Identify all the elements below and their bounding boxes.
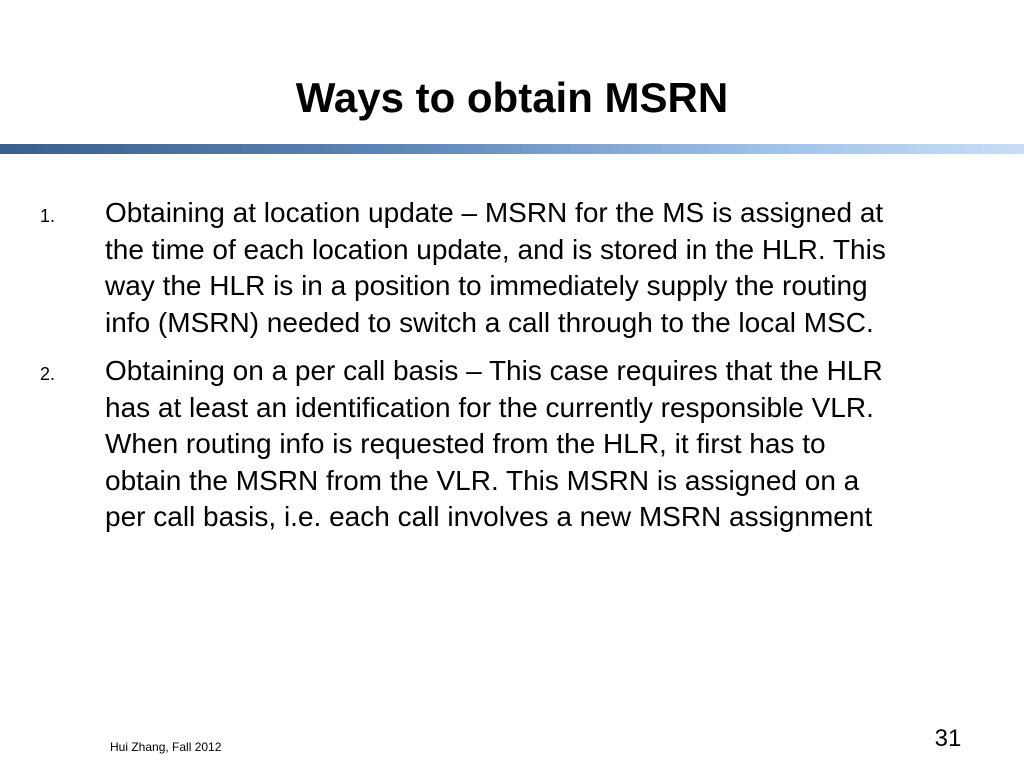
list-item-number: 2. — [40, 364, 56, 384]
numbered-list — [0, 195, 1024, 548]
list-item — [0, 195, 895, 341]
footer-author: Hui Zhang, Fall 2012 — [110, 740, 222, 754]
list-item-text: Obtaining on a per call basis – This case requires that the HLR has at least an identification for the currently responsible VLR. When routing info is requested from the HLR, it first has to obtain the MSRN from the VLR. This MSRN is assigned on a per call basis, i.e. each call involves a new MSRN assignment — [105, 355, 883, 532]
title-divider — [0, 144, 1024, 154]
list-item — [0, 353, 895, 536]
slide-title: Ways to obtain MSRN — [295, 74, 729, 121]
list-item-text: Obtaining at location update – MSRN for the MS is assigned at the time of each location update, and is stored in the HLR. This way the HLR is in a position to immediately supply the routing info (MSRN) needed to switch a call through to the local MSC. — [105, 197, 886, 338]
list-item-number: 1. — [40, 206, 56, 226]
page-number: 31 — [934, 725, 962, 752]
